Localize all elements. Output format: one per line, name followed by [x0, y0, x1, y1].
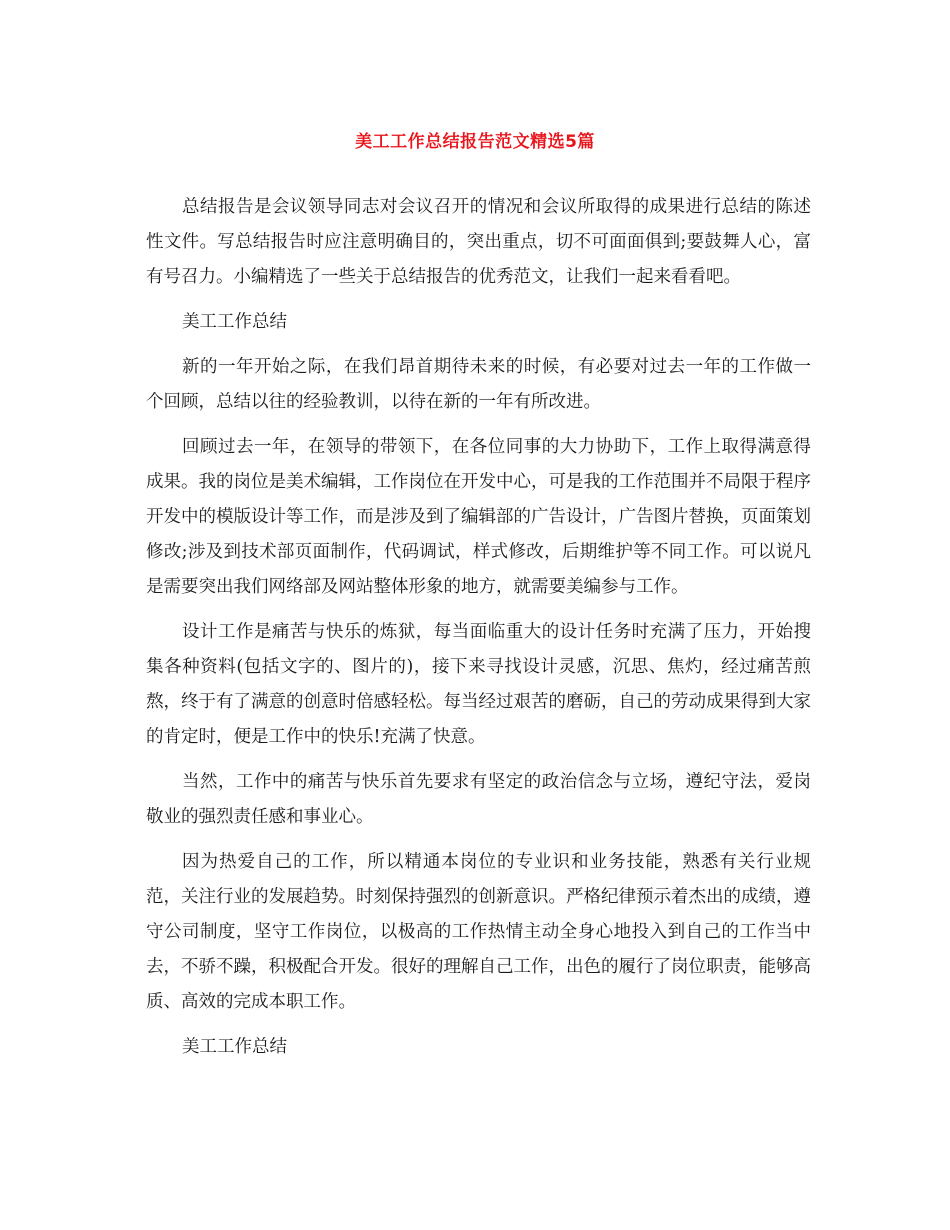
body-paragraph: 当然，工作中的痛苦与快乐首先要求有坚定的政治信念与立场，遵纪守法，爱岗敬业的强烈责任感和事业心。 — [146, 772, 811, 827]
section-heading: 美工工作总结 — [182, 1037, 287, 1057]
document-title: 美工工作总结报告范文精选5篇 — [355, 132, 595, 152]
body-paragraph: 因为热爱自己的工作，所以精通本岗位的专业识和业务技能，熟悉有关行业规范，关注行业的发展趋势。时刻保持强烈的创新意识。严格纪律预示着杰出的成绩，遵守公司制度，坚守工作岗位，以极高的工作热情主动全身心地投入到自己的工作当中去，不骄不躁，积极配合开发。很好的理解自己工作，出色的履行了岗位职责，能够高质、高效的完成本职工作。 — [146, 852, 811, 1012]
body-paragraph: 新的一年开始之际，在我们昂首期待未来的时候，有必要对过去一年的工作做一个回顾，总结以往的经验教训，以待在新的一年有所改进。 — [146, 357, 811, 412]
intro-paragraph: 总结报告是会议领导同志对会议召开的情况和会议所取得的成果进行总结的陈述性文件。写总结报告时应注意明确目的，突出重点，切不可面面俱到;要鼓舞人心，富有号召力。小编精选了一些关于总结报告的优秀范文，让我们一起来看看吧。 — [146, 197, 811, 287]
section-heading: 美工工作总结 — [182, 312, 287, 332]
body-paragraph: 回顾过去一年，在领导的带领下，在各位同事的大力协助下，工作上取得满意得成果。我的岗位是美术编辑，工作岗位在开发中心，可是我的工作范围并不局限于程序开发中的模版设计等工作，而是涉及到了编辑部的广告设计，广告图片替换，页面策划修改;涉及到技术部页面制作，代码调试，样式修改，后期维护等不同工作。可以说凡是需要突出我们网络部及网站整体形象的地方，就需要美编参与工作。 — [146, 437, 811, 597]
document-body — [146, 190, 811, 1075]
body-paragraph: 设计工作是痛苦与快乐的炼狱，每当面临重大的设计任务时充满了压力，开始搜集各种资料(包括文字的、图片的)，接下来寻找设计灵感，沉思、焦灼，经过痛苦煎熬，终于有了满意的创意时倍感轻松。每当经过艰苦的磨砺，自己的劳动成果得到大家的肯定时，便是工作中的快乐!充满了快意。 — [146, 622, 811, 747]
